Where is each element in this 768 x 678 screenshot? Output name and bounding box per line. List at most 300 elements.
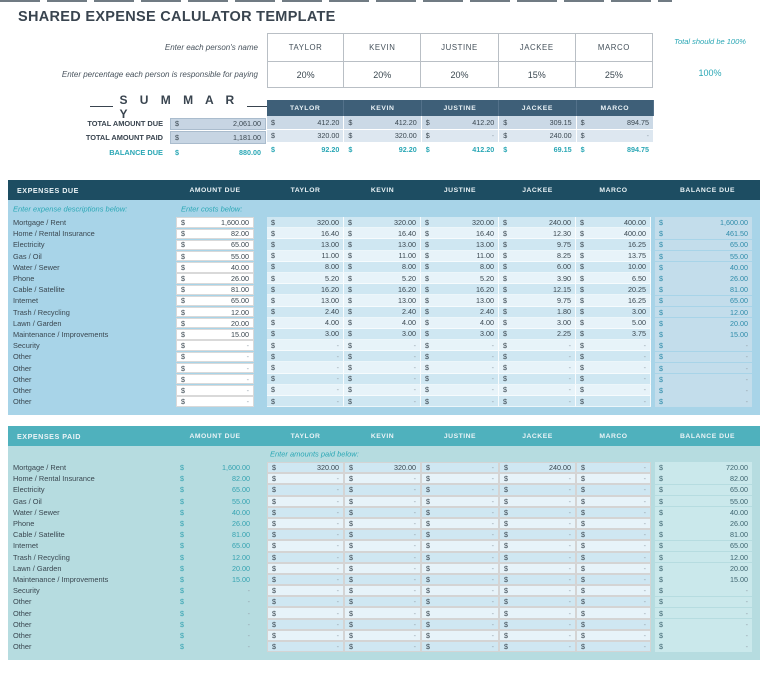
amount-value: 309.15 (549, 117, 572, 127)
person-share-cell[interactable] (576, 574, 651, 585)
person-share-cell[interactable] (576, 596, 651, 607)
amount-due-cell[interactable] (176, 307, 254, 317)
person-share-cell[interactable] (344, 552, 421, 563)
person-share-cell[interactable] (421, 641, 499, 652)
person-share-cell[interactable] (344, 585, 421, 596)
amount-value: 6.50 (632, 273, 646, 283)
amount-due-cell[interactable] (176, 318, 254, 328)
amount-due-cell[interactable] (176, 229, 254, 239)
person-share-cell[interactable] (576, 607, 651, 618)
person-share-cell[interactable] (344, 596, 421, 607)
balance-due-cell (655, 352, 752, 363)
expense-row (8, 273, 752, 284)
person-share-cell[interactable] (267, 563, 344, 574)
currency-symbol: $ (503, 217, 507, 227)
amount-value: 15.00 (232, 574, 250, 584)
column-header-balance-due: BALANCE DUE (680, 186, 735, 194)
balance-due-cell (655, 529, 752, 540)
amount-due-cell[interactable] (176, 363, 254, 373)
amount-value: - (413, 586, 416, 596)
person-share-cell[interactable] (576, 585, 651, 596)
balance-due-cell (655, 619, 752, 630)
amount-value: 16.40 (321, 228, 339, 238)
category-label[interactable]: Trash / Recycling (13, 307, 70, 317)
person-share-cell[interactable] (267, 552, 344, 563)
balance-due-cell (655, 585, 752, 596)
category-label[interactable]: Security (13, 586, 40, 596)
person-share-cell (576, 251, 651, 262)
expense-row (8, 540, 752, 551)
currency-symbol: $ (349, 630, 353, 640)
person-share-cell (499, 362, 576, 373)
amount-value: 15.00 (730, 329, 748, 339)
person-share-cell[interactable] (499, 540, 576, 551)
amount-value: 12.00 (231, 307, 249, 317)
person-share-cell[interactable] (499, 641, 576, 652)
amount-value: - (643, 463, 646, 473)
person-share-cell (267, 351, 344, 362)
category-label[interactable]: Other (13, 630, 32, 640)
person-share-cell (344, 239, 421, 250)
person-share-cell[interactable] (421, 540, 499, 551)
person-share-cell[interactable] (499, 496, 576, 507)
currency-symbol: $ (348, 385, 352, 395)
currency-symbol: $ (659, 363, 663, 373)
expense-row (8, 630, 752, 641)
balance-due-cell (655, 318, 752, 329)
currency-symbol: $ (580, 284, 584, 294)
person-name-cell[interactable]: JACKEE (498, 33, 576, 62)
person-share-cell[interactable] (421, 462, 499, 473)
category-label[interactable]: Other (13, 642, 32, 652)
person-share-cell[interactable] (267, 540, 344, 551)
amount-value: - (491, 630, 494, 640)
person-share-cell (344, 284, 421, 295)
person-share-cell[interactable] (344, 540, 421, 551)
person-share-cell[interactable] (267, 507, 344, 518)
person-share-cell[interactable] (267, 574, 344, 585)
currency-symbol: $ (425, 307, 429, 317)
person-share-cell[interactable] (576, 518, 651, 529)
amount-value: - (568, 586, 571, 596)
person-share-cell[interactable] (344, 507, 421, 518)
currency-symbol: $ (180, 541, 184, 551)
balance-due-cell (655, 496, 752, 507)
summary-column-header: MARCO (577, 100, 654, 116)
currency-symbol: $ (504, 619, 508, 629)
currency-symbol: $ (180, 507, 184, 517)
category-label[interactable]: Gas / Oil (13, 251, 42, 261)
amount-due-cell (176, 607, 254, 618)
person-share-cell[interactable] (267, 518, 344, 529)
amount-value: - (568, 530, 571, 540)
currency-symbol: $ (659, 385, 663, 395)
category-label[interactable]: Security (13, 341, 40, 351)
amount-value: - (568, 507, 571, 517)
person-share-cell[interactable] (421, 596, 499, 607)
person-name-cell[interactable]: JUSTINE (420, 33, 498, 62)
currency-symbol: $ (426, 507, 430, 517)
column-header-justine: JUSTINE (443, 186, 477, 194)
category-label[interactable]: Home / Rental Insurance (13, 474, 95, 484)
category-label[interactable]: Other (13, 363, 32, 373)
amount-value: - (643, 340, 646, 350)
amount-value: - (643, 396, 646, 406)
person-share-cell[interactable] (421, 473, 499, 484)
person-share-cell[interactable] (499, 507, 576, 518)
category-label[interactable]: Maintenance / Improvements (13, 574, 109, 584)
currency-symbol: $ (271, 307, 275, 317)
person-share-cell[interactable] (499, 574, 576, 585)
person-share-cell[interactable] (267, 496, 344, 507)
amount-value: - (413, 608, 416, 618)
person-share-cell[interactable] (576, 540, 651, 551)
person-share-cell[interactable] (421, 484, 499, 495)
person-share-cell (576, 295, 651, 306)
currency-symbol: $ (348, 318, 352, 328)
currency-symbol: $ (180, 586, 184, 596)
amount-value: 81.00 (231, 285, 249, 295)
currency-symbol: $ (503, 251, 507, 261)
person-share-cell[interactable] (267, 585, 344, 596)
currency-symbol: $ (426, 586, 430, 596)
amount-value: - (246, 397, 249, 407)
category-label[interactable]: Electricity (13, 485, 45, 495)
amount-value: - (491, 541, 494, 551)
amount-value: 81.00 (730, 285, 748, 295)
currency-symbol: $ (181, 218, 185, 228)
amount-due-cell[interactable] (176, 352, 254, 362)
amount-value: - (745, 385, 748, 395)
person-share-cell[interactable] (576, 641, 651, 652)
amount-value: - (491, 619, 494, 629)
person-share-cell[interactable] (344, 462, 421, 473)
expense-row (8, 585, 752, 596)
currency-symbol: $ (503, 262, 507, 272)
amount-value: - (568, 552, 571, 562)
currency-symbol: $ (659, 552, 663, 562)
balance-due-row (0, 146, 266, 157)
summary-cell (499, 116, 576, 130)
person-share-cell[interactable] (267, 596, 344, 607)
person-share-cell[interactable] (344, 630, 421, 641)
currency-symbol: $ (581, 507, 585, 517)
currency-symbol: $ (271, 262, 275, 272)
category-label[interactable]: Other (13, 397, 32, 407)
person-share-cell[interactable] (421, 607, 499, 618)
currency-symbol: $ (504, 507, 508, 517)
amount-due-cell[interactable] (176, 296, 254, 306)
currency-symbol: $ (580, 363, 584, 373)
person-share-cell[interactable] (499, 596, 576, 607)
person-share-cell[interactable] (576, 619, 651, 630)
currency-symbol: $ (581, 541, 585, 551)
currency-symbol: $ (659, 630, 663, 640)
person-share-cell[interactable] (421, 619, 499, 630)
person-share-cell[interactable] (344, 473, 421, 484)
person-share-cell[interactable] (344, 529, 421, 540)
person-share-cell (499, 318, 576, 329)
amount-value: - (745, 397, 748, 407)
person-name-cell[interactable]: MARCO (575, 33, 653, 62)
amount-value: - (413, 396, 416, 406)
person-share-cell[interactable] (499, 630, 576, 641)
summary-cell (422, 130, 499, 144)
person-share-cell[interactable] (421, 574, 499, 585)
category-label[interactable]: Gas / Oil (13, 496, 42, 506)
currency-symbol: $ (659, 285, 663, 295)
currency-symbol: $ (181, 229, 185, 239)
currency-symbol: $ (272, 541, 276, 551)
category-label[interactable]: Other (13, 619, 32, 629)
person-share-cell[interactable] (267, 619, 344, 630)
person-share-cell[interactable] (576, 507, 651, 518)
amount-value: - (643, 507, 646, 517)
category-label[interactable]: Mortgage / Rent (13, 218, 66, 228)
currency-symbol: $ (581, 574, 585, 584)
currency-symbol: $ (503, 117, 508, 127)
person-percentage-cell[interactable]: 20% (267, 61, 344, 88)
person-share-cell[interactable] (421, 529, 499, 540)
person-share-cell[interactable] (344, 607, 421, 618)
category-label[interactable]: Electricity (13, 240, 45, 250)
amount-due-cell[interactable] (176, 273, 254, 283)
person-share-cell[interactable] (267, 484, 344, 495)
category-label[interactable]: Other (13, 352, 32, 362)
person-share-cell[interactable] (421, 552, 499, 563)
person-share-cell[interactable] (499, 529, 576, 540)
person-share-cell[interactable] (267, 462, 344, 473)
amount-value: - (491, 340, 494, 350)
person-share-cell[interactable] (344, 484, 421, 495)
currency-symbol: $ (503, 385, 507, 395)
amount-due-cell[interactable] (176, 251, 254, 261)
currency-symbol: $ (180, 597, 184, 607)
amount-value: - (643, 608, 646, 618)
expense-row (8, 385, 752, 396)
amount-due-cell[interactable] (176, 329, 254, 339)
amount-value: - (336, 552, 339, 562)
person-share-cell[interactable] (421, 518, 499, 529)
person-share-cell[interactable] (576, 473, 651, 484)
category-label[interactable]: Phone (13, 274, 35, 284)
person-share-cell[interactable] (421, 585, 499, 596)
person-share-cell[interactable] (576, 496, 651, 507)
expense-row (8, 396, 752, 407)
currency-symbol: $ (580, 329, 584, 339)
person-share-cell[interactable] (421, 496, 499, 507)
person-share-cell[interactable] (576, 462, 651, 473)
person-share-cell (421, 396, 499, 407)
amount-value: 320.00 (394, 463, 416, 473)
category-label[interactable]: Cable / Satellite (13, 285, 65, 295)
currency-symbol: $ (348, 217, 352, 227)
amount-value: - (643, 496, 646, 506)
amount-value: - (568, 474, 571, 484)
person-share-cell (344, 329, 421, 340)
summary-balance-row (267, 143, 654, 157)
amount-value: 13.00 (321, 239, 339, 249)
amount-due-cell[interactable] (176, 262, 254, 272)
person-share-cell[interactable] (499, 563, 576, 574)
currency-symbol: $ (272, 474, 276, 484)
currency-symbol: $ (580, 295, 584, 305)
category-label[interactable]: Maintenance / Improvements (13, 329, 109, 339)
person-share-cell[interactable] (499, 518, 576, 529)
person-percentage-cell[interactable]: 20% (420, 61, 498, 88)
category-label[interactable]: Other (13, 597, 32, 607)
amount-value: - (336, 507, 339, 517)
expense-row (8, 362, 752, 373)
summary-heading (90, 92, 270, 121)
category-label[interactable]: Other (13, 608, 32, 618)
currency-symbol: $ (425, 351, 429, 361)
currency-symbol: $ (581, 474, 585, 484)
category-label[interactable]: Water / Sewer (13, 262, 60, 272)
amount-value: - (643, 563, 646, 573)
person-share-cell[interactable] (576, 484, 651, 495)
amount-value: 12.15 (553, 284, 571, 294)
person-share-cell[interactable] (344, 574, 421, 585)
person-share-cell (576, 284, 651, 295)
category-label[interactable]: Lawn / Garden (13, 318, 62, 328)
currency-symbol: $ (181, 296, 185, 306)
person-share-cell[interactable] (499, 585, 576, 596)
amount-value: - (568, 485, 571, 495)
person-share-cell[interactable] (499, 552, 576, 563)
person-share-cell (576, 228, 651, 239)
person-share-cell[interactable] (267, 607, 344, 618)
currency-symbol: $ (504, 608, 508, 618)
amount-value: - (336, 351, 339, 361)
person-share-cell (421, 329, 499, 340)
category-label[interactable]: Home / Rental Insurance (13, 229, 95, 239)
currency-symbol: $ (348, 284, 352, 294)
expense-row (8, 484, 752, 495)
currency-symbol: $ (426, 563, 430, 573)
person-share-cell (267, 251, 344, 262)
amount-due-cell[interactable] (176, 385, 254, 395)
currency-symbol: $ (349, 485, 353, 495)
currency-symbol: $ (271, 363, 275, 373)
currency-symbol: $ (581, 563, 585, 573)
currency-symbol: $ (272, 619, 276, 629)
person-share-cell[interactable] (576, 552, 651, 563)
balance-due-cell (655, 273, 752, 284)
person-share-cell[interactable] (267, 529, 344, 540)
person-share-cell[interactable] (576, 529, 651, 540)
amount-due-cell[interactable] (176, 340, 254, 350)
category-label[interactable]: Cable / Satellite (13, 530, 65, 540)
person-share-cell[interactable] (344, 641, 421, 652)
category-label[interactable]: Mortgage / Rent (13, 463, 66, 473)
person-share-cell[interactable] (267, 630, 344, 641)
amount-due-cell[interactable] (176, 396, 254, 406)
category-label[interactable]: Internet (13, 541, 39, 551)
amount-value: - (336, 496, 339, 506)
person-share-cell[interactable] (576, 563, 651, 574)
category-label[interactable]: Other (13, 385, 32, 395)
amount-value: 240.00 (549, 463, 571, 473)
person-percentage-cell[interactable]: 15% (498, 61, 576, 88)
person-share-cell (344, 262, 421, 273)
expense-row (8, 295, 752, 306)
person-share-cell[interactable] (421, 563, 499, 574)
person-share-cell[interactable] (344, 518, 421, 529)
amount-value: - (568, 340, 571, 350)
amount-due-cell[interactable] (176, 374, 254, 384)
summary-paid-row (267, 130, 654, 144)
person-share-cell[interactable] (499, 473, 576, 484)
person-share-cell[interactable] (344, 619, 421, 630)
person-share-cell[interactable] (344, 563, 421, 574)
category-label[interactable]: Other (13, 374, 32, 384)
expense-row (8, 284, 752, 295)
amount-value: - (336, 541, 339, 551)
expense-row (8, 574, 752, 585)
amount-value: 4.00 (480, 318, 494, 328)
person-share-cell[interactable] (576, 630, 651, 641)
currency-symbol: $ (271, 144, 275, 154)
category-label[interactable]: Lawn / Garden (13, 563, 62, 573)
category-label[interactable]: Trash / Recycling (13, 552, 70, 562)
amount-due-cell[interactable] (176, 240, 254, 250)
amount-value: 65.00 (730, 296, 748, 306)
person-share-cell[interactable] (499, 462, 576, 473)
currency-symbol: $ (581, 530, 585, 540)
amount-due-cell[interactable] (176, 217, 254, 227)
person-share-cell[interactable] (499, 619, 576, 630)
amount-value: - (336, 586, 339, 596)
currency-symbol: $ (349, 608, 353, 618)
amount-due-cell[interactable] (176, 285, 254, 295)
currency-symbol: $ (503, 374, 507, 384)
currency-symbol: $ (348, 239, 352, 249)
person-share-cell[interactable] (421, 630, 499, 641)
column-header-taylor: TAYLOR (290, 186, 321, 194)
balance-due-cell (655, 363, 752, 374)
currency-symbol: $ (659, 240, 663, 250)
currency-symbol: $ (348, 144, 353, 154)
person-name-cell[interactable]: TAYLOR (267, 33, 344, 62)
amount-value: - (491, 563, 494, 573)
person-share-cell[interactable] (267, 641, 344, 652)
person-share-cell[interactable] (421, 507, 499, 518)
category-label[interactable]: Internet (13, 296, 39, 306)
currency-symbol: $ (349, 619, 353, 629)
person-share-cell[interactable] (499, 607, 576, 618)
person-percentage-cell[interactable]: 25% (575, 61, 653, 88)
person-name-cell[interactable]: KEVIN (343, 33, 421, 62)
expense-row (8, 518, 752, 529)
amount-value: - (568, 574, 571, 584)
category-label[interactable]: Phone (13, 519, 35, 529)
amount-due-cell (176, 540, 254, 551)
person-share-cell[interactable] (499, 484, 576, 495)
currency-symbol: $ (426, 552, 430, 562)
currency-symbol: $ (580, 351, 584, 361)
person-percentage-cell[interactable]: 20% (343, 61, 421, 88)
names-row-label: Enter each person's name (164, 42, 258, 52)
person-share-cell (267, 262, 344, 273)
category-label[interactable]: Water / Sewer (13, 507, 60, 517)
summary-table-header (267, 100, 654, 116)
expenses-due-rows (8, 217, 760, 407)
person-share-cell[interactable] (344, 496, 421, 507)
person-share-cell[interactable] (267, 473, 344, 484)
amount-value: - (643, 586, 646, 596)
amount-value: - (336, 608, 339, 618)
